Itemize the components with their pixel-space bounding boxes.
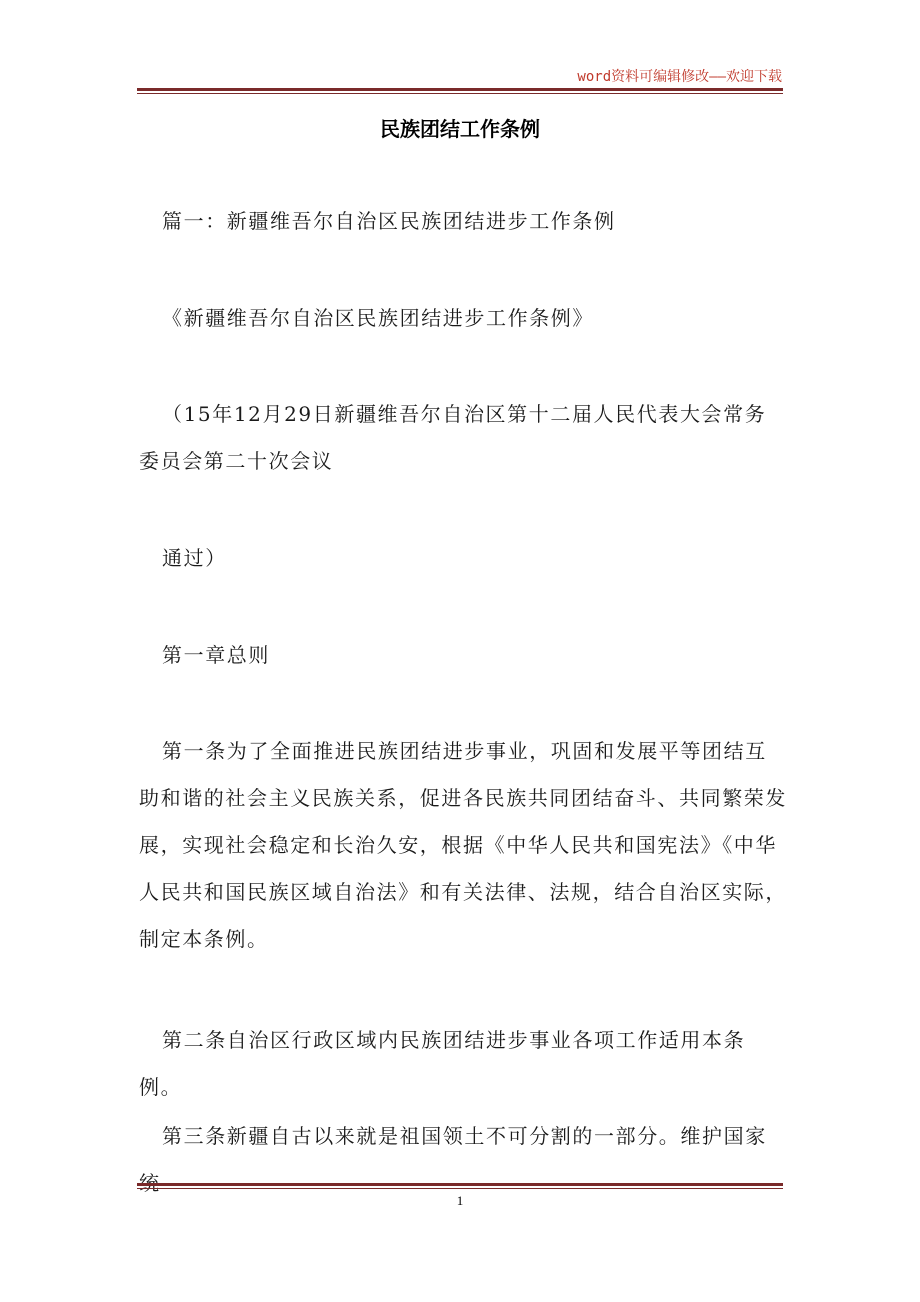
paragraph-article-1: 第一条为了全面推进民族团结进步事业，巩固和发展平等团结互助和谐的社会主义民族关系，促进各民族共同团结奋斗、共同繁荣发展，实现社会稳定和长治久安，根据《中华人民共和国宪法》《中华人民共和国民族区域自治法》和有关法律、法规，结合自治区实际，制定本条例。 (139, 739, 787, 951)
paragraph-article-3: 第三条新疆自古以来就是祖国领土不可分割的一部分。维护国家统 (139, 1124, 767, 1195)
footer-rule (137, 1183, 783, 1189)
header-note: word资料可编辑修改——欢迎下载 (577, 69, 782, 85)
paragraph-adoption-end: 通过） (162, 546, 227, 570)
paragraph-adoption-note: （15年12月29日新疆维吾尔自治区第十二届人民代表大会常务委员会第二十次会议 (139, 402, 767, 473)
header-rule (137, 88, 783, 94)
paragraph-article-2: 第二条自治区行政区域内民族团结进步事业各项工作适用本条例。 (139, 1028, 746, 1099)
document-title: 民族团结工作条例 (380, 117, 540, 141)
paragraph-regulation-name: 《新疆维吾尔自治区民族团结进步工作条例》 (162, 306, 594, 330)
paragraph-section-heading: 篇一：新疆维吾尔自治区民族团结进步工作条例 (162, 209, 616, 233)
page-number: 1 (456, 1193, 464, 1208)
paragraph-chapter-heading: 第一章总则 (162, 643, 270, 667)
